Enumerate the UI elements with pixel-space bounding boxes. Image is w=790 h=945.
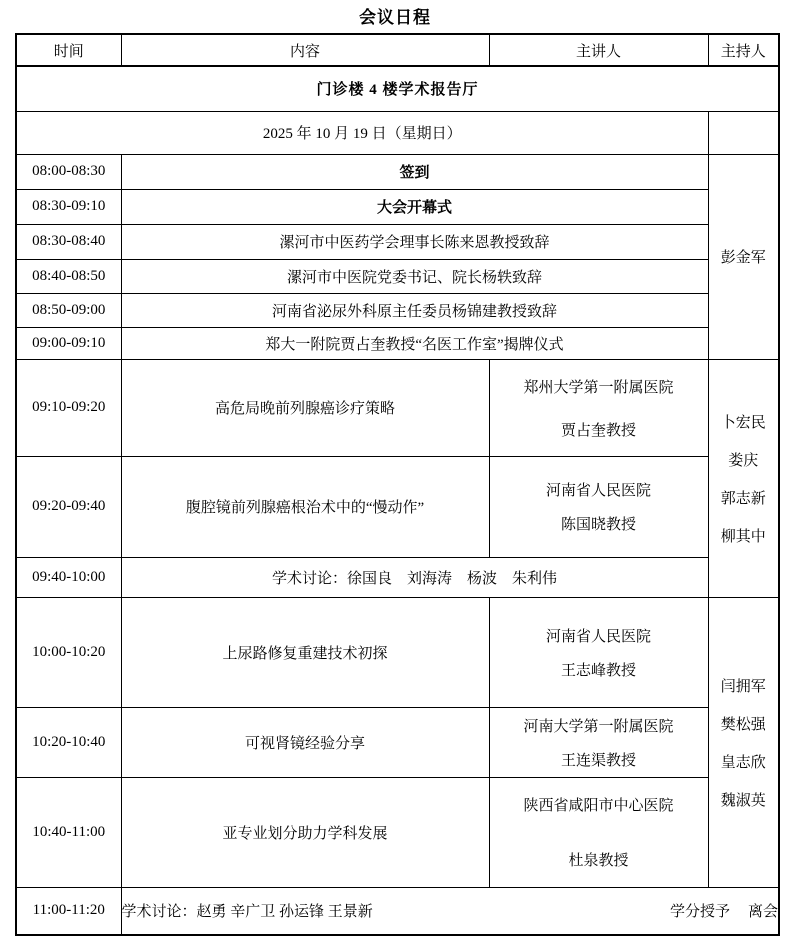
host-name: 柳其中	[720, 528, 766, 545]
time-cell: 10:20-10:40	[16, 707, 121, 777]
content-cell: 漯河市中医院党委书记、院长杨轶致辞	[121, 259, 708, 293]
time-cell: 09:00-09:10	[16, 327, 121, 359]
time-cell: 11:00-11:20	[16, 887, 121, 935]
venue-cell: 门诊楼 4 楼学术报告厅	[16, 66, 779, 111]
time-cell: 10:00-10:20	[16, 597, 121, 707]
speaker-cell	[489, 456, 708, 557]
table-row	[16, 154, 779, 189]
credit-label: 学分授予	[669, 904, 730, 921]
table-row	[16, 327, 779, 359]
agenda-table	[15, 33, 780, 936]
table-row	[16, 597, 779, 707]
host-name: 魏淑英	[720, 792, 766, 809]
time-cell: 08:50-09:00	[16, 293, 121, 327]
venue-row	[16, 66, 779, 111]
table-row	[16, 557, 779, 597]
table-row	[16, 707, 779, 777]
table-row	[16, 259, 779, 293]
table-row	[16, 777, 779, 887]
host-name: 闫拥军	[720, 678, 766, 695]
content-cell: 学术讨论：徐国良 刘海涛 杨波 朱利伟	[121, 557, 708, 597]
content-cell: 郑大一附院贾占奎教授“名医工作室”揭牌仪式	[121, 327, 708, 359]
date-row-host-cell	[708, 111, 779, 154]
host-name: 彭金军	[720, 250, 766, 266]
content-cell: 河南省泌尿外科原主任委员杨锦建教授致辞	[121, 293, 708, 327]
speaker-name: 王连渠教授	[560, 752, 636, 769]
header-time: 时间	[16, 34, 121, 66]
speaker-name: 王志峰教授	[560, 662, 636, 679]
table-row	[16, 189, 779, 224]
host-name: 樊松强	[720, 716, 766, 733]
time-cell: 08:00-08:30	[16, 154, 121, 189]
speaker-name: 陈国晓教授	[560, 517, 636, 533]
speaker-cell	[489, 707, 708, 777]
content-cell: 亚专业划分助力学科发展	[121, 777, 489, 887]
speaker-org: 河南省人民医院	[545, 628, 651, 645]
content-cell: 漯河市中医药学会理事长陈来恩教授致辞	[121, 224, 708, 259]
content-cell: 大会开幕式	[121, 189, 708, 224]
page-title: 会议日程	[359, 8, 431, 27]
speaker-cell	[489, 777, 708, 887]
header-speaker: 主讲人	[489, 34, 708, 66]
date-cell: 2025 年 10 月 19 日（星期日）	[16, 111, 708, 154]
host-name: 皇志欣	[720, 754, 766, 771]
time-cell: 10:40-11:00	[16, 777, 121, 887]
content-cell: 可视肾镜经验分享	[121, 707, 489, 777]
speaker-cell	[489, 597, 708, 707]
time-cell: 08:30-08:40	[16, 224, 121, 259]
time-cell: 09:40-10:00	[16, 557, 121, 597]
host-name: 卜宏民	[720, 414, 766, 431]
table-row	[16, 359, 779, 456]
date-row	[16, 111, 779, 154]
closing-label: 离会	[747, 904, 778, 921]
speaker-org: 陕西省咸阳市中心医院	[523, 798, 674, 814]
speaker-org: 河南大学第一附属医院	[523, 718, 674, 735]
closing-discussion: 学术讨论：赵勇 辛广卫 孙运锋 王景新	[121, 904, 373, 921]
time-cell: 09:20-09:40	[16, 456, 121, 557]
speaker-name: 杜泉教授	[568, 853, 629, 869]
host-name: 娄庆	[728, 452, 759, 469]
content-cell: 签到	[121, 154, 708, 189]
host-cell	[708, 597, 779, 887]
table-row	[16, 293, 779, 327]
table-row	[16, 887, 779, 935]
header-host: 主持人	[708, 34, 779, 66]
speaker-name: 贾占奎教授	[560, 422, 636, 439]
time-cell: 09:10-09:20	[16, 359, 121, 456]
host-cell	[708, 359, 779, 597]
time-cell: 08:30-09:10	[16, 189, 121, 224]
header-content: 内容	[121, 34, 489, 66]
time-cell: 08:40-08:50	[16, 259, 121, 293]
speaker-org: 郑州大学第一附属医院	[523, 379, 674, 396]
closing-cell	[121, 887, 779, 935]
content-cell: 上尿路修复重建技术初探	[121, 597, 489, 707]
table-row	[16, 456, 779, 557]
speaker-cell	[489, 359, 708, 456]
table-row	[16, 224, 779, 259]
host-name: 郭志新	[720, 490, 766, 507]
content-cell: 高危局晚前列腺癌诊疗策略	[121, 359, 489, 456]
table-header-row	[16, 34, 779, 66]
content-cell: 腹腔镜前列腺癌根治术中的“慢动作”	[121, 456, 489, 557]
host-cell	[708, 154, 779, 359]
speaker-org: 河南省人民医院	[545, 483, 651, 499]
